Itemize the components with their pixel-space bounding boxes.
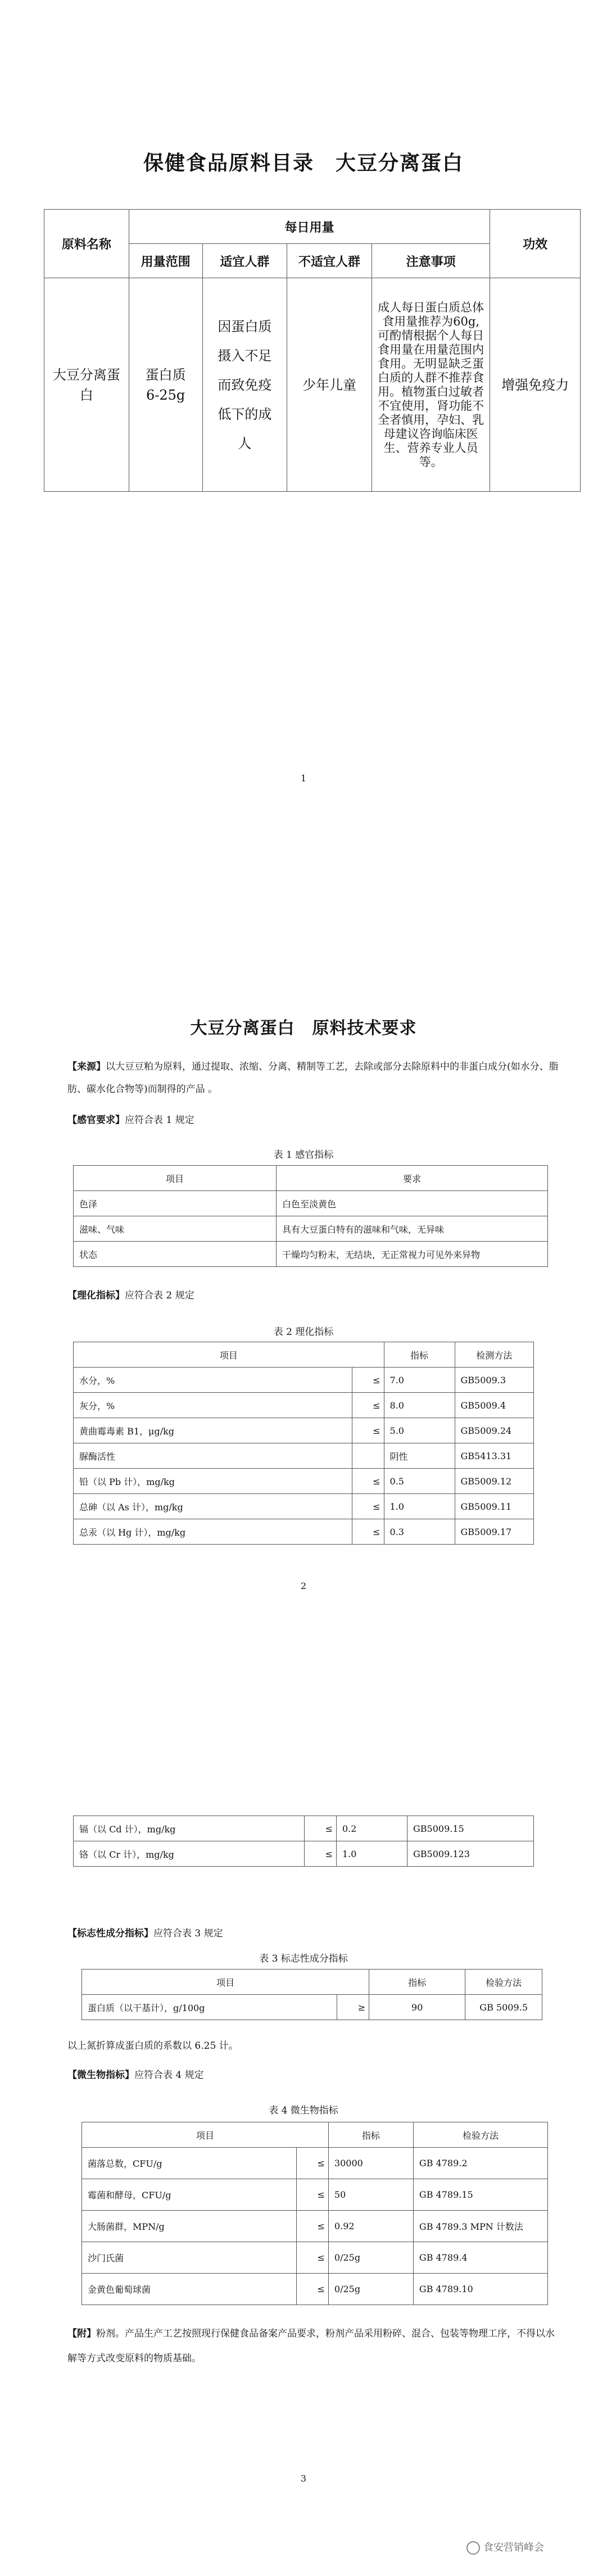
row-item: 沙门氏菌 (82, 2242, 297, 2274)
row-method: GB5009.11 (455, 1494, 533, 1519)
col-header-daily: 每日用量 (129, 210, 490, 244)
row-sym: ≤ (305, 1841, 337, 1867)
th-item: 项目 (74, 1166, 277, 1191)
th-item: 项目 (82, 2122, 329, 2148)
table-row (74, 1519, 534, 1545)
row-sym: ≤ (352, 1368, 384, 1393)
page-number: 2 (300, 1581, 307, 1591)
row-val: 90 (369, 1995, 465, 2020)
row-sym: ≥ (337, 1995, 369, 2020)
row-method: GB 4789.10 (413, 2274, 547, 2305)
row-sym: ≤ (352, 1519, 384, 1545)
table-header (82, 2122, 548, 2148)
table-row (82, 2211, 548, 2242)
table-row (74, 1469, 534, 1494)
sensory-text: 应符合表 1 规定 (125, 1115, 194, 1126)
row-val: 5.0 (384, 1418, 455, 1443)
marker-paragraph (67, 1922, 562, 1945)
table-row (82, 2179, 548, 2211)
row-method: GB 4789.2 (413, 2148, 547, 2179)
row-method: GB 5009.5 (465, 1995, 542, 2020)
th-method: 检验方法 (413, 2122, 547, 2148)
row-val: 0.3 (384, 1519, 455, 1545)
row-val: 50 (328, 2179, 413, 2211)
cell-unsuitable: 少年儿童 (287, 278, 372, 492)
source-label: 【来源】 (67, 1061, 106, 1072)
row-method: GB5009.3 (455, 1368, 533, 1393)
col-header-suitable: 适宜人群 (202, 244, 287, 278)
physchem-text: 应符合表 2 规定 (125, 1290, 194, 1301)
row-val: 0/25g (328, 2242, 413, 2274)
table-row (82, 2242, 548, 2274)
row-sym: ≤ (352, 1393, 384, 1418)
row-method: GB5009.17 (455, 1519, 533, 1545)
page-number: 3 (300, 2473, 307, 2484)
row-item: 铬（以 Cr 计），mg/kg (74, 1841, 305, 1867)
col-header-range: 用量范围 (129, 244, 202, 278)
table3-caption: 表 3 标志性成分指标 (259, 1953, 348, 1964)
table4-caption: 表 4 微生物指标 (269, 2105, 338, 2116)
sensory-table (73, 1165, 548, 1267)
row-val: 0.92 (328, 2211, 413, 2242)
th-item: 项目 (74, 1342, 384, 1368)
row-item: 大肠菌群，MPN/g (82, 2211, 297, 2242)
row-method: GB 4789.15 (413, 2179, 547, 2211)
th-req: 要求 (277, 1166, 548, 1191)
table-row (74, 1816, 534, 1841)
th-item: 项目 (82, 1970, 369, 1995)
page-title: 保健食品原料目录 大豆分离蛋白 (143, 152, 464, 175)
col-header-notes: 注意事项 (372, 244, 490, 278)
cell-suitable: 因蛋白质摄入不足而致免疫低下的成人 (202, 278, 287, 492)
row-req: 白色至淡黄色 (277, 1191, 548, 1216)
table2-caption: 表 2 理化指标 (273, 1327, 334, 1338)
th-method: 检验方法 (465, 1970, 542, 1995)
row-val: 0.5 (384, 1469, 455, 1494)
row-item: 黄曲霉毒素 B1，μg/kg (74, 1418, 352, 1443)
row-item: 脲酶活性 (74, 1443, 352, 1469)
row-sym: ≤ (296, 2211, 328, 2242)
row-item: 菌落总数，CFU/g (82, 2148, 297, 2179)
micro-label: 【微生物指标】 (67, 2070, 134, 2081)
sensory-label: 【感官要求】 (67, 1115, 125, 1126)
row-item: 蛋白质（以干基计），g/100g (82, 1995, 337, 2020)
table-row (74, 1242, 548, 1267)
protein-note: 以上氮折算成蛋白质的系数以 6.25 计。 (67, 2040, 238, 2052)
row-val: 1.0 (384, 1494, 455, 1519)
row-val: 0/25g (328, 2274, 413, 2305)
cell-effect: 增强免疫力 (490, 278, 581, 492)
physchem-paragraph (67, 1284, 562, 1307)
row-sym: ≤ (352, 1494, 384, 1519)
table-row (74, 1368, 534, 1393)
table-row (82, 2274, 548, 2305)
row-item: 镉（以 Cd 计），mg/kg (74, 1816, 305, 1841)
appendix-text: 粉剂。产品生产工艺按照现行保健食品备案产品要求，粉剂产品采用粉碎、混合、包装等物理工序，不得以水解等方式改变原料的物质基础。 (67, 2328, 555, 2364)
row-sym: ≤ (296, 2148, 328, 2179)
table-row (74, 1418, 534, 1443)
th-index: 指标 (369, 1970, 465, 1995)
row-sym: ≤ (296, 2179, 328, 2211)
source-paragraph (67, 1056, 562, 1101)
row-item: 色泽 (74, 1191, 277, 1216)
row-item: 霉菌和酵母，CFU/g (82, 2179, 297, 2211)
wechat-icon (466, 2541, 480, 2555)
table-row (74, 1841, 534, 1867)
row-req: 干燥均匀粉末，无结块，无正常视力可见外来异物 (277, 1242, 548, 1267)
row-req: 具有大豆蛋白特有的滋味和气味，无异味 (277, 1216, 548, 1242)
row-item: 铅（以 Pb 计），mg/kg (74, 1469, 352, 1494)
row-sym: ≤ (352, 1418, 384, 1443)
row-val: 1.0 (337, 1841, 407, 1867)
section-title: 大豆分离蛋白 原料技术要求 (190, 1018, 417, 1038)
marker-table (81, 1969, 542, 2020)
row-sym (352, 1443, 384, 1469)
row-sym: ≤ (296, 2274, 328, 2305)
row-item: 总砷（以 As 计），mg/kg (74, 1494, 352, 1519)
table1-caption: 表 1 感官指标 (273, 1149, 334, 1161)
cell-name: 大豆分离蛋白 (44, 278, 129, 492)
micro-paragraph (67, 2064, 562, 2086)
marker-label: 【标志性成分指标】 (67, 1928, 153, 1939)
row-val: 阴性 (384, 1443, 455, 1469)
table-row (74, 1191, 548, 1216)
row-method: GB5009.15 (407, 1816, 534, 1841)
row-item: 总汞（以 Hg 计），mg/kg (74, 1519, 352, 1545)
source-text: 以大豆豆粕为原料，通过提取、浓缩、分离、精制等工艺，去除或部分去除原料中的非蛋白成分(如水分、脂肪、碳水化合物等)而制得的产品 。 (67, 1061, 559, 1095)
row-method: GB 4789.3 MPN 计数法 (413, 2211, 547, 2242)
physchem-label: 【理化指标】 (67, 1290, 125, 1301)
micro-table (81, 2122, 548, 2305)
th-index: 指标 (384, 1342, 455, 1368)
appendix-paragraph (67, 2321, 562, 2371)
physchem-table-continued (73, 1816, 534, 1867)
table-row (74, 1494, 534, 1519)
appendix-label: 【附】 (67, 2328, 96, 2339)
cell-range: 蛋白质6-25g (129, 278, 202, 492)
ingredient-catalog-table (44, 209, 581, 492)
micro-text: 应符合表 4 规定 (134, 2070, 204, 2081)
row-item: 状态 (74, 1242, 277, 1267)
th-index: 指标 (328, 2122, 413, 2148)
watermark (466, 2539, 544, 2555)
table-row (82, 1995, 542, 2020)
table-row (74, 1443, 534, 1469)
table-row (74, 1393, 534, 1418)
row-val: 30000 (328, 2148, 413, 2179)
row-item: 滋味、气味 (74, 1216, 277, 1242)
row-method: GB5009.12 (455, 1469, 533, 1494)
row-method: GB5009.123 (407, 1841, 534, 1867)
table-header (74, 1342, 534, 1368)
col-header-unsuitable: 不适宜人群 (287, 244, 372, 278)
row-item: 水分，% (74, 1368, 352, 1393)
row-method: GB5009.24 (455, 1418, 533, 1443)
row-item: 金黄色葡萄球菌 (82, 2274, 297, 2305)
watermark-text: 食安营销峰会 (483, 2542, 544, 2554)
col-header-effect: 功效 (490, 210, 581, 278)
table-header (82, 1970, 542, 1995)
row-val: 7.0 (384, 1368, 455, 1393)
row-method: GB 4789.4 (413, 2242, 547, 2274)
row-sym: ≤ (352, 1469, 384, 1494)
row-sym: ≤ (296, 2242, 328, 2274)
table-row (74, 1216, 548, 1242)
row-val: 0.2 (337, 1816, 407, 1841)
th-method: 检测方法 (455, 1342, 533, 1368)
cell-notes: 成人每日蛋白质总体食用量推荐为60g,可酌情根据个人每日食用量在用量范围内食用。无明显缺乏蛋白质的人群不推荐食用。植物蛋白过敏者不宜使用，肾功能不全者慎用，孕妇、乳母建议咨询临床医生、营养专业人员等。 (372, 278, 490, 492)
row-method: GB5413.31 (455, 1443, 533, 1469)
table-header (74, 1166, 548, 1191)
row-sym: ≤ (305, 1816, 337, 1841)
marker-text: 应符合表 3 规定 (153, 1928, 223, 1939)
physchem-table (73, 1342, 534, 1545)
col-header-name: 原料名称 (44, 210, 129, 278)
row-item: 灰分，% (74, 1393, 352, 1418)
row-val: 8.0 (384, 1393, 455, 1418)
sensory-paragraph (67, 1109, 562, 1131)
row-method: GB5009.4 (455, 1393, 533, 1418)
page-number: 1 (300, 773, 307, 784)
table-row (82, 2148, 548, 2179)
